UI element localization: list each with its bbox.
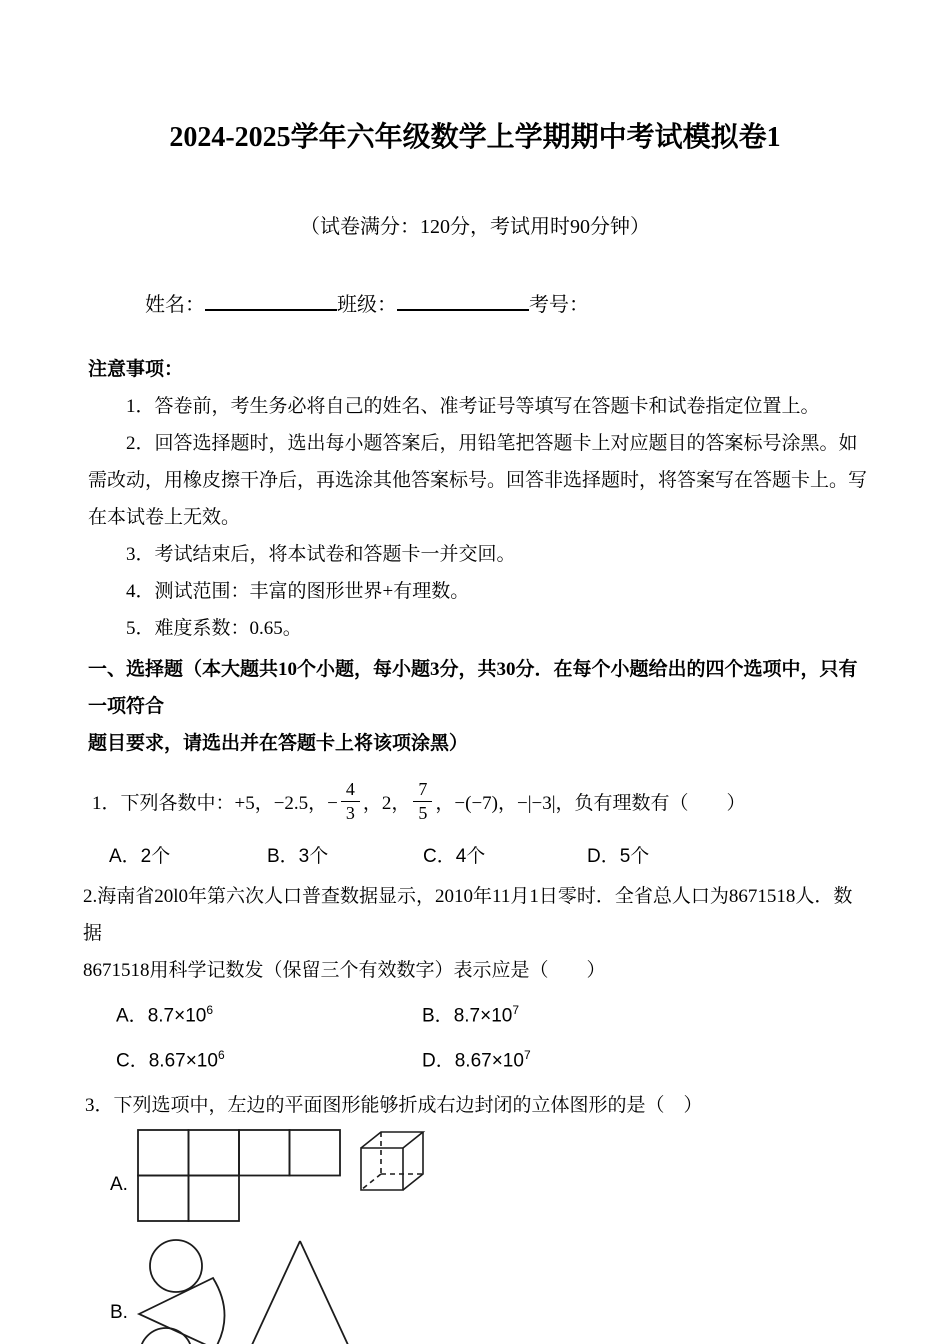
notice-item-2-line-2: 需改动，用橡皮擦干净后，再选涂其他答案标号。回答非选择题时，将答案写在答题卡上。写 xyxy=(88,470,868,491)
notice-item-1: 1．答卷前，考生务必将自己的姓名、准考证号等填写在答题卡和试卷指定位置上。 xyxy=(126,396,820,417)
class-label: 班级： xyxy=(337,294,397,316)
q2-option-b-value: 8.7×10 xyxy=(453,1005,513,1027)
page-title: 2024-2025学年六年级数学上学期期中考试模拟卷1 xyxy=(169,122,781,153)
question-2-text xyxy=(83,878,868,989)
q2-option-a-value: 8.7×10 xyxy=(147,1005,207,1027)
class-blank-line xyxy=(397,288,529,311)
notice-item-2-line-3: 在本试卷上无效。 xyxy=(88,507,241,528)
fraction-4-over-3 xyxy=(341,779,360,823)
cube-net-figure xyxy=(136,1128,342,1223)
q2-option-a xyxy=(116,997,422,1029)
notice-item-4: 4．测试范围：丰富的图形世界+有理数。 xyxy=(126,581,470,602)
q2-option-c-label: C． xyxy=(116,1050,149,1072)
section-1-heading xyxy=(88,651,868,762)
q3-option-b-figure-row xyxy=(110,1236,868,1344)
fraction-numerator: 4 xyxy=(341,779,360,802)
q1-option-d: D．5个 xyxy=(587,846,650,867)
name-label: 姓名： xyxy=(145,294,205,316)
q3-option-a-figure-row xyxy=(110,1128,868,1223)
student-info-row xyxy=(145,288,950,318)
q2-option-d-exponent: 7 xyxy=(523,1048,531,1063)
question-1-options xyxy=(88,844,868,870)
q3-option-b-label: B. xyxy=(110,1301,128,1323)
q2-option-d-label: D． xyxy=(422,1050,455,1072)
q1-option-b: B．3个 xyxy=(267,846,329,867)
q2-option-b xyxy=(422,997,868,1029)
q2-option-c xyxy=(116,1042,422,1074)
question-2-options xyxy=(88,997,868,1075)
question-1-part-2: ，2， xyxy=(362,792,411,814)
notice-heading: 注意事项： xyxy=(88,359,184,380)
cone-figure xyxy=(242,1236,362,1344)
q2-option-b-exponent: 7 xyxy=(512,1003,520,1017)
cone-net-figure xyxy=(136,1236,238,1344)
q1-option-a: A．2个 xyxy=(109,846,171,867)
notice-item-3: 3．考试结束后，将本试卷和答题卡一并交回。 xyxy=(126,544,516,565)
q2-option-d-value: 8.67×10 xyxy=(454,1050,524,1072)
paper-body xyxy=(83,352,868,1344)
notice-item-2-line-1: 2．回答选择题时，选出每小题答案后，用铅笔把答题卡上对应题目的答案标号涂黑。如 xyxy=(126,433,858,454)
notice-item-2 xyxy=(88,425,868,536)
question-2-line-2: 8671518用科学记数发（保留三个有效数字）表示应是（ ） xyxy=(83,960,606,981)
fraction-numerator: 7 xyxy=(413,779,432,802)
notice-item-5: 5．难度系数：0.65。 xyxy=(126,618,302,639)
q2-option-b-label: B． xyxy=(422,1005,454,1027)
cube-figure xyxy=(357,1126,429,1196)
fraction-7-over-5 xyxy=(413,779,432,823)
exam-subtitle: （试卷满分：120分，考试用时90分钟） xyxy=(300,216,650,238)
q2-option-c-exponent: 6 xyxy=(217,1048,225,1063)
question-1-part-3: ，−(−7)，−|−3|，负有理数有（ ） xyxy=(435,792,746,814)
question-3-text: 3．下列选项中，左边的平面图形能够折成右边封闭的立体图形的是（ ） xyxy=(85,1094,703,1116)
q2-option-d xyxy=(422,1042,868,1074)
question-2-line-1: 2.海南省20l0年第六次人口普查数据显示，2010年11月1日零时．全省总人口为8671518人．数据 xyxy=(83,886,853,944)
fraction-denominator: 3 xyxy=(345,802,355,823)
name-blank-line xyxy=(205,288,337,311)
q2-option-c-value: 8.67×10 xyxy=(148,1050,218,1072)
q2-option-a-label: A． xyxy=(116,1005,148,1027)
section-1-heading-line-2: 题目要求，请选出并在答题卡上将该项涂黑） xyxy=(88,733,469,754)
fraction-denominator: 5 xyxy=(418,802,428,823)
q2-option-a-exponent: 6 xyxy=(206,1003,214,1017)
exam-number-label: 考号： xyxy=(529,294,589,316)
q1-option-c: C．4个 xyxy=(423,846,486,867)
section-1-heading-line-1: 一、选择题（本大题共10个小题，每小题3分，共30分．在每个小题给出的四个选项中，只有一项符合 xyxy=(88,659,858,717)
question-1-text xyxy=(92,774,868,828)
q3-option-a-label: A. xyxy=(110,1173,128,1195)
question-1-part-1: 1．下列各数中：+5，−2.5，− xyxy=(92,792,338,814)
